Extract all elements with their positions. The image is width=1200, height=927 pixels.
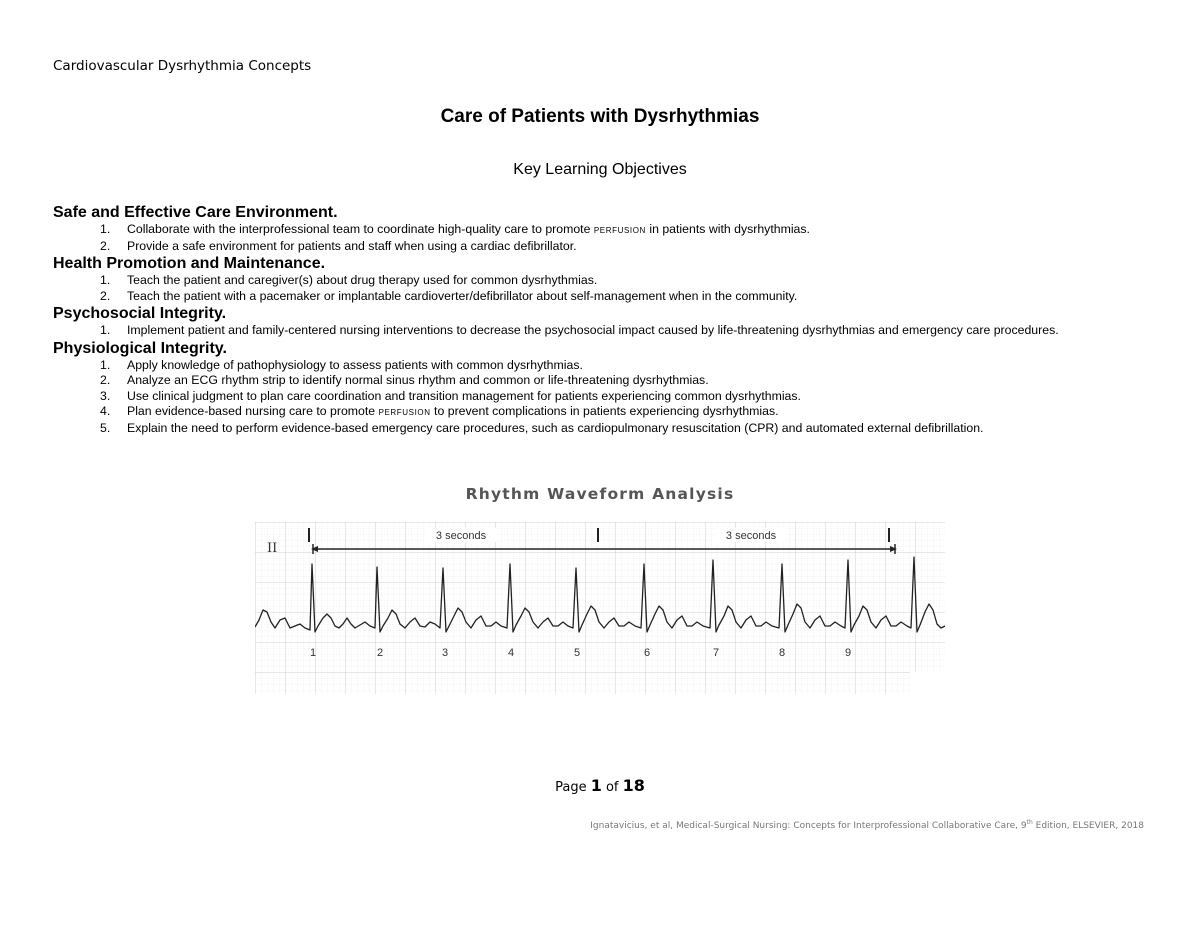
section-psychosocial xyxy=(53,304,1153,339)
list-item: 3. Use clinical judgment to plan care coordination and transition management for patients experiencing common dysrhythmias. xyxy=(100,388,801,403)
section-title: Psychosocial Integrity. xyxy=(53,305,227,322)
section-title: Physiological Integrity. xyxy=(53,339,227,357)
lead-label: II xyxy=(267,541,278,556)
page-title: Care of Patients with Dysrhythmias xyxy=(440,106,760,127)
beat-number: 5 xyxy=(573,647,581,659)
list-item: 1. Apply knowledge of pathophysiology to assess patients with common dysrhythmias. xyxy=(100,357,583,372)
beat-number: 7 xyxy=(712,647,720,659)
section-physiological xyxy=(53,339,1153,437)
waveform-title: Rhythm Waveform Analysis xyxy=(465,485,735,503)
page-number: Page 1 of 18 xyxy=(555,776,645,795)
beat-number: 2 xyxy=(376,647,384,659)
section-title: Safe and Effective Care Environment. xyxy=(53,204,338,221)
list-item: 1. Implement patient and family-centered nursing interventions to decrease the psychosocial impact caused by life-threatening dysrhythmias and emergency care procedures. xyxy=(100,323,1059,337)
beat-number: 8 xyxy=(778,647,786,659)
interval-label-2: 3 seconds xyxy=(725,530,777,542)
beat-number: 1 xyxy=(309,647,317,659)
section-safe-care xyxy=(53,203,1153,254)
list-item: 2. Analyze an ECG rhythm strip to identify normal sinus rhythm and common or life-threatening dysrhythmias. xyxy=(100,373,709,387)
page-subtitle: Key Learning Objectives xyxy=(513,161,687,178)
beat-number: 3 xyxy=(441,647,449,659)
list-item: 5. Explain the need to perform evidence-based emergency care procedures, such as cardiopulmonary resuscitation (CPR) and automated external defibrillation. xyxy=(100,420,984,435)
list-item: 2. Provide a safe environment for patients and staff when using a cardiac defibrillator. xyxy=(100,238,577,253)
citation: Ignatavicius, et al, Medical-Surgical Nursing: Concepts for Interprofessional Collaborative Care, 9th Edition, ELSEVIER, 2018 xyxy=(590,819,1144,831)
section-health-promotion xyxy=(53,254,1153,304)
objectives-list xyxy=(53,203,1153,436)
list-item: 4. Plan evidence-based nursing care to promote perfusion to prevent complications in patients experiencing dysrhythmias. xyxy=(100,404,779,418)
section-title: Health Promotion and Maintenance. xyxy=(53,255,326,272)
document-header: Cardiovascular Dysrhythmia Concepts xyxy=(53,58,312,74)
ecg-rhythm-strip xyxy=(255,522,945,694)
beat-number: 6 xyxy=(643,647,651,659)
list-item: 1. Collaborate with the interprofessional team to coordinate high-quality care to promote perfusion in patients with dysrhythmias. xyxy=(100,222,810,236)
beat-number: 9 xyxy=(844,647,852,659)
list-item: 2. Teach the patient with a pacemaker or implantable cardioverter/defibrillator about self-management when in the community. xyxy=(100,288,798,303)
beat-number: 4 xyxy=(507,647,515,659)
interval-label-1: 3 seconds xyxy=(435,530,487,542)
list-item: 1. Teach the patient and caregiver(s) about drug therapy used for common dysrhythmias. xyxy=(100,273,598,287)
ecg-grid xyxy=(255,522,945,694)
